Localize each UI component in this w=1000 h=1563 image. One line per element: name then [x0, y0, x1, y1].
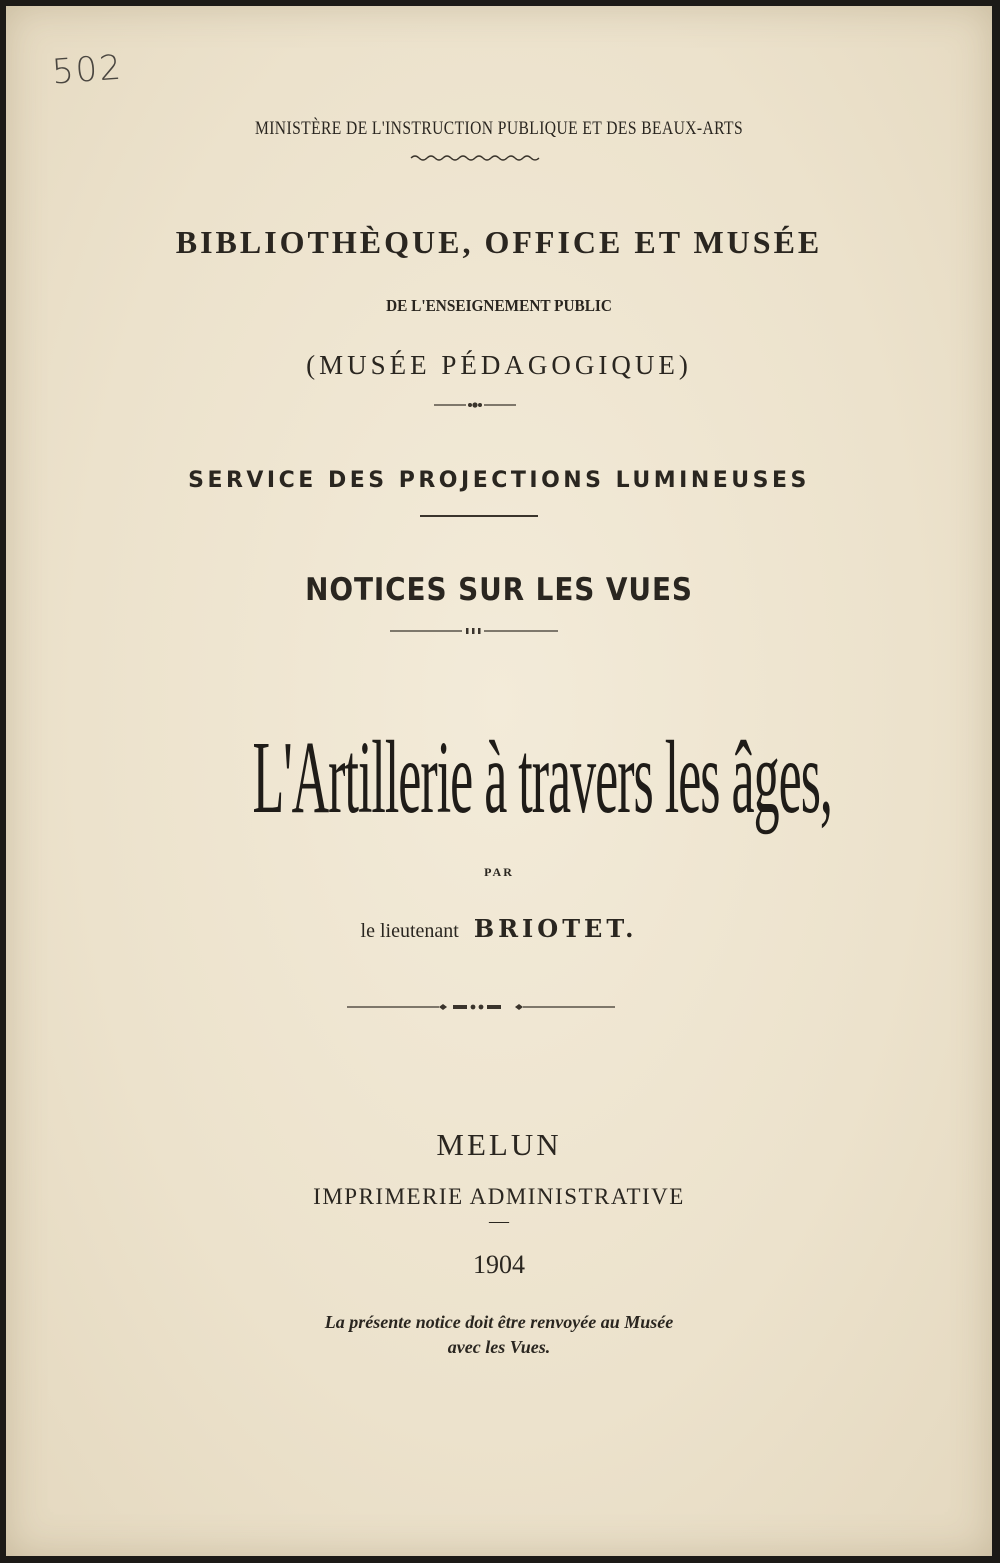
dot-rule-ornament [434, 400, 516, 410]
document-page [6, 6, 992, 1556]
author-rank: le lieutenant [360, 920, 459, 942]
institution-subtitle: DE L'ENSEIGNEMENT PUBLIC [386, 296, 612, 315]
author-name: BRIOTET [473, 914, 626, 943]
museum-name: (MUSÉE PÉDAGOGIQUE) [306, 350, 692, 380]
by-label: PAR [484, 865, 514, 879]
wavy-rule-ornament [409, 154, 545, 162]
author-line [6, 914, 992, 943]
rule-divider [420, 513, 538, 519]
handwritten-number: 502 [50, 47, 125, 93]
return-note-line-1: La présente notice doit être renvoyée au Musée [324, 1312, 674, 1332]
notices-heading: NOTICES SUR LES VUES [305, 572, 693, 608]
publisher-city: MELUN [436, 1127, 562, 1162]
publisher-dash: — [489, 1210, 509, 1232]
author-suffix: . [625, 914, 638, 943]
publisher-printer: IMPRIMERIE ADMINISTRATIVE [313, 1184, 685, 1209]
return-note-line-2: avec les Vues. [447, 1337, 551, 1357]
service-heading: SERVICE DES PROJECTIONS LUMINEUSES [188, 468, 810, 493]
ministry-heading: MINISTÈRE DE L'INSTRUCTION PUBLIQUE ET DES BEAUX-ARTS [254, 118, 744, 139]
institution-title: BIBLIOTHÈQUE, OFFICE ET MUSÉE [175, 224, 823, 260]
bar-rule-ornament [390, 626, 558, 636]
publication-year: 1904 [473, 1250, 525, 1279]
diamond-rule-ornament [347, 1002, 615, 1012]
document-title: L'Artillerie à travers les âges, [252, 720, 832, 835]
